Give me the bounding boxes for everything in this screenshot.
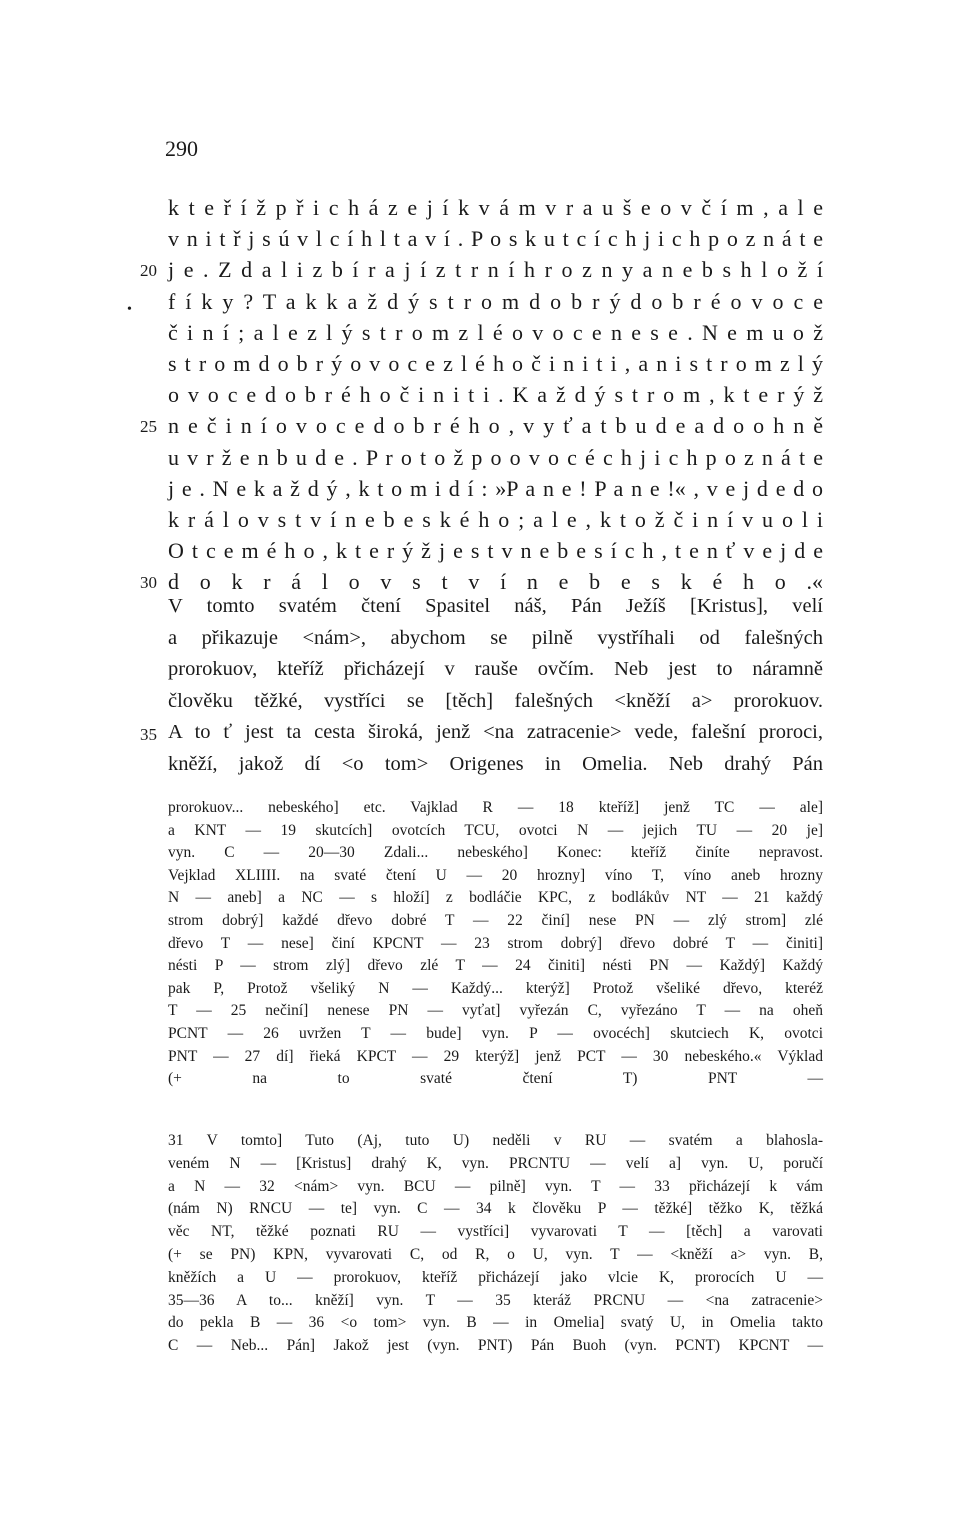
commentary-line: A to ť jest ta cesta široká, jenž <na zatracenie> vede, falešní proroci, <box>168 721 823 743</box>
apparatus-2-line: C — Neb... Pán] Jakož jest (vyn. PNT) Pán Buoh (vyn. PCNT) KPCNT — <box>168 1337 823 1355</box>
line-number: 35 <box>140 725 157 744</box>
apparatus-2-line: 35—36 A to... kněží] vyn. T — 35 kteráž PRCNU — <na zatracenie> <box>168 1291 823 1309</box>
commentary-line: prorokuov, kteříž přicházejí v rauše ovčím. Neb jest to náramně <box>168 658 823 680</box>
bible-text-line: s t r o m d o b r ý o v o c e z l é h o č i n i t i , a n i s t r o m z l ý <box>168 351 823 376</box>
apparatus-2-line: veném N — [Kristus] drahý K, vyn. PRCNTU — velí a] vyn. U, poručí <box>168 1154 823 1172</box>
commentary-line: kněží, jakož dí <o tom> Origenes in Omelia. Neb drahý Pán <box>168 752 823 775</box>
commentary-line: a přikazuje <nám>, abychom se pilně vystříhali od falešných <box>168 626 823 649</box>
bible-text-line: č i n í ; a l e z l ý s t r o m z l é o v o c e n e s e . N e m u o ž <box>168 319 823 345</box>
bible-text-line: u v r ž e n b u d e . P r o t o ž p o o v o c é c h j i c h p o z n á t e <box>168 444 823 470</box>
apparatus-2-line: věc NT, těžké poznati RU — vystříci] vyvarovati T — [těch] a varovati <box>168 1223 823 1241</box>
apparatus-1-line: a KNT — 19 skutcích] ovotcích TCU, ovotci N — jejich TU — 20 je] <box>168 821 823 839</box>
apparatus-1-line: strom dobrý] každé dřevo dobré T — 22 činí] nese PN — zlý strom] zlé <box>168 912 823 929</box>
page-number: 290 <box>165 136 198 161</box>
apparatus-1-line: pak P, Protož všeliký N — Každý... kterýž] Protož všeliké dřevo, kteréž <box>168 979 823 997</box>
apparatus-1-line: nésti P — strom zlý] dřevo zlé T — 24 činiti] nésti PN — Každý] Každý <box>168 957 823 975</box>
apparatus-1-line: (+ na to svaté čtení T) PNT — <box>168 1070 823 1088</box>
apparatus-1-line: PNT — 27 dí] řieká KPCT — 29 kterýž] jenž PCT — 30 nebeského.« Výklad <box>168 1047 823 1065</box>
bible-text-line: d o k r á l o v s t v í n e b e s k é h o .« <box>168 569 823 595</box>
bible-text-line: n e č i n í o v o c e d o b r é h o , v y ť a t b u d e a d o o h n ě <box>168 413 823 439</box>
bible-text-line: k r á l o v s t v í n e b e s k é h o ; a l e , k t o ž č i n í v u o l i <box>168 507 823 532</box>
bible-text-line: O t c e m é h o , k t e r ý ž j e s t v n e b e s í c h , t e n ť v e j d e <box>168 538 823 564</box>
commentary-line: člověku těžké, vystříci se [těch] falešných <kněží a> prorokuov. <box>168 689 823 712</box>
line-number: 20 <box>140 261 157 281</box>
commentary-line: V tomto svatém čtení Spasitel náš, Pán Ježíš [Kristus], velí <box>168 595 823 617</box>
line-number: 30 <box>140 573 157 593</box>
apparatus-1-line: T — 25 nečiní] nenese PN — vyťat] vyřezán C, vyřezáno T — na oheň <box>168 1002 823 1020</box>
apparatus-2-line: (nám N) RNCU — te] vyn. C — 34 k člověku P — těžké] těžko K, těžká <box>168 1200 823 1218</box>
bible-text-line: f í k y ? T a k k a ž d ý s t r o m d o b r ý d o b r é o v o c e <box>168 288 823 314</box>
apparatus-2-line: kněžích a U — prorokuov, kteříž přicházejí jako vlcie K, prorocích U — <box>168 1268 823 1286</box>
bible-text-line: k t e ř í ž p ř i c h á z e j í k v á m v r a u š e o v č í m , a l e <box>168 195 823 220</box>
bible-text-line: j e . N e k a ž d ý , k t o m i d í : »P a n e ! P a n e !« , v e j d e d o <box>168 475 823 501</box>
margin-mark: • <box>127 302 132 317</box>
apparatus-2-line: (+ se PN) KPN, vyvarovati C, od R, o U, vyn. T — <kněží a> vyn. B, <box>168 1246 823 1263</box>
apparatus-1-line: Vejklad XLIIII. na svaté čtení U — 20 hrozny] víno T, víno aneb hrozny <box>168 866 823 884</box>
apparatus-1-line: dřevo T — nese] činí KPCNT — 23 strom dobrý] dřevo dobré T — činiti] <box>168 934 823 952</box>
apparatus-1-line: prorokuov... nebeského] etc. Vajklad R — 18 kteříž] jenž TC — ale] <box>168 799 823 816</box>
apparatus-2-line: do pekla B — 36 <o tom> vyn. B — in Omelia] svatý U, in Omelia takto <box>168 1314 823 1332</box>
apparatus-1-line: N — aneb] a NC — s hloží] z bodláčie KPC, z bodlákův NT — 21 každý <box>168 889 823 907</box>
line-number: 25 <box>140 417 157 437</box>
apparatus-2-line: 31 V tomto] Tuto (Aj, tuto U) neděli v RU — svatém a blahosla- <box>168 1132 823 1149</box>
apparatus-1-line: PCNT — 26 uvržen T — bude] vyn. P — ovocéch] skutciech K, ovotci <box>168 1025 823 1042</box>
bible-text-line: j e . Z d a l i z b í r a j í z t r n í h r o z n y a n e b s h l o ž í <box>168 257 823 283</box>
apparatus-2-line: a N — 32 <nám> vyn. BCU — pilně] vyn. T — 33 přicházejí k vám <box>168 1177 823 1195</box>
bible-text-line: v n i t ř j s ú v l c í h l t a v í . P o s k u t c í c h j i c h p o z n á t e <box>168 226 823 252</box>
apparatus-1-line: vyn. C — 20—30 Zdali... nebeského] Konec: kteříž činíte nepravost. <box>168 844 823 862</box>
bible-text-line: o v o c e d o b r é h o č i n i t i . K a ž d ý s t r o m , k t e r ý ž <box>168 382 823 408</box>
